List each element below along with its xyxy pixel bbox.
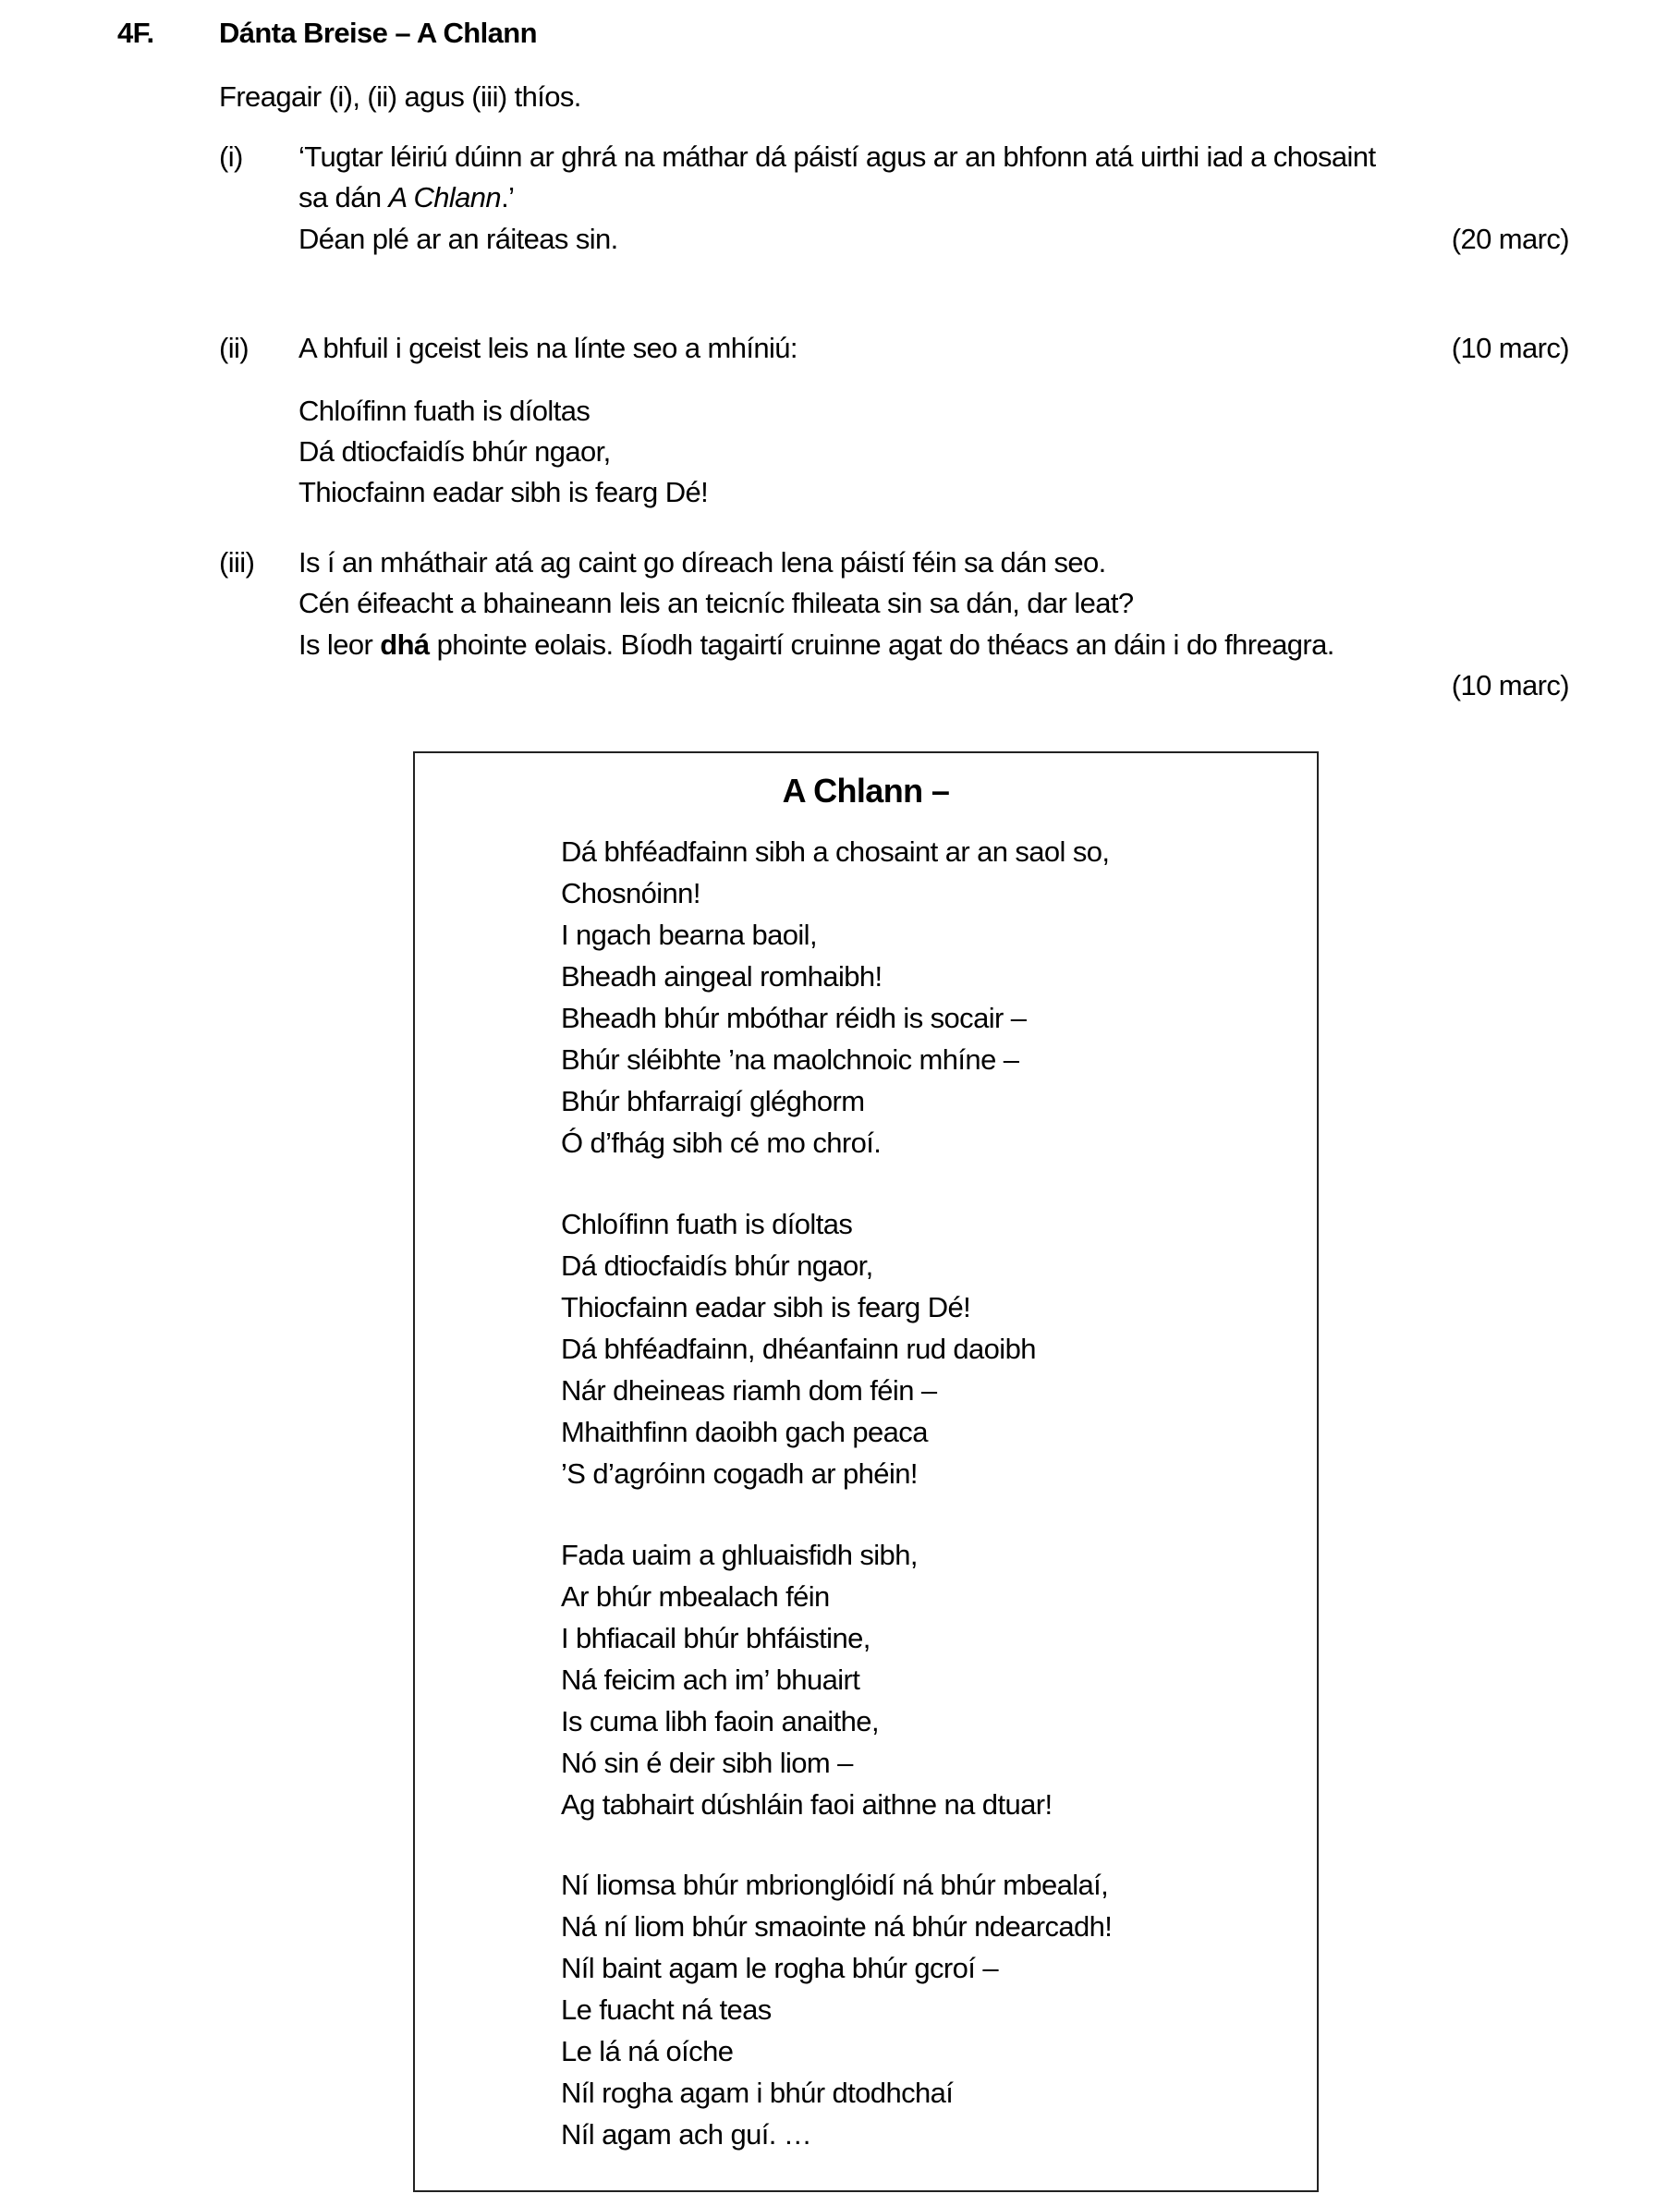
poem-line: Nár dheineas riamh dom féin –: [561, 1374, 937, 1407]
quoted-line: Thiocfainn eadar sibh is fearg Dé!: [298, 476, 709, 508]
poem-line: Ó d’fhág sibh cé mo chroí.: [561, 1127, 882, 1159]
poem-line: Mhaithfinn daoibh gach peaca: [561, 1416, 928, 1448]
poem-title-reference: A Chlann: [388, 181, 502, 213]
emphasis-dha: dhá: [380, 628, 430, 661]
part-i-line-3: Déan plé ar an ráiteas sin.: [298, 223, 618, 255]
part-i-line-2-post: .’: [501, 181, 515, 213]
poem-line: Ag tabhairt dúshláin faoi aithne na dtuar!: [561, 1788, 1053, 1821]
poem-line: Níl baint agam le rogha bhúr gcroí –: [561, 1952, 998, 1984]
poem-stanza-1: [561, 831, 1109, 1164]
part-ii-label: (ii): [219, 332, 250, 364]
part-iii-line-1: Is í an mháthair atá ag caint go díreach lena páistí féin sa dán seo.: [298, 546, 1106, 579]
poem-line: Ní liomsa bhúr mbrionglóidí ná bhúr mbealaí,: [561, 1869, 1109, 1901]
question-number: 4F.: [117, 17, 154, 49]
poem-line: Bhúr sléibhte ’na maolchnoic mhíne –: [561, 1043, 1019, 1076]
poem-line: Dá bhféadfainn sibh a chosaint ar an saol so,: [561, 835, 1110, 868]
poem-line: ’S d’agróinn cogadh ar phéin!: [561, 1457, 918, 1490]
part-i-line-1: ‘Tugtar léiriú dúinn ar ghrá na máthar dá páistí agus ar an bhfonn atá uirthi iad a chosaint: [298, 140, 1376, 173]
part-ii-line-1: A bhfuil i gceist leis na línte seo a mhíniú:: [298, 332, 797, 364]
part-i-label: (i): [219, 140, 243, 173]
poem-title: A Chlann –: [782, 772, 950, 810]
poem-line: Fada uaim a ghluaisfidh sibh,: [561, 1539, 918, 1571]
part-iii-label: (iii): [219, 546, 255, 579]
question-title: Dánta Breise – A Chlann: [219, 17, 537, 49]
poem-line: Dá dtiocfaidís bhúr ngaor,: [561, 1249, 873, 1282]
poem-stanza-4: [561, 1864, 1112, 2155]
part-iii-marks: (10 marc): [1451, 669, 1569, 701]
poem-box: [413, 751, 1319, 2192]
poem-line: Chloífinn fuath is díoltas: [561, 1208, 853, 1240]
poem-line: Ná feicim ach im’ bhuairt: [561, 1664, 860, 1696]
instruction: Freagair (i), (ii) agus (iii) thíos.: [219, 80, 581, 113]
poem-stanza-2: [561, 1203, 1036, 1494]
poem-line: Thiocfainn eadar sibh is fearg Dé!: [561, 1291, 971, 1323]
poem-line: Dá bhféadfainn, dhéanfainn rud daoibh: [561, 1333, 1036, 1365]
poem-stanza-3: [561, 1534, 1052, 1825]
quoted-line: Dá dtiocfaidís bhúr ngaor,: [298, 435, 611, 468]
poem-line: Ná ní liom bhúr smaointe ná bhúr ndearcadh!: [561, 1910, 1113, 1943]
part-iii-line-3-post: phointe eolais. Bíodh tagairtí cruinne agat do théacs an dáin i do fhreagra.: [429, 628, 1334, 661]
part-iii-line-3: [298, 625, 1334, 665]
part-iii-line-2: Cén éifeacht a bhaineann leis an teicníc fhileata sin sa dán, dar leat?: [298, 587, 1134, 619]
poem-line: I ngach bearna baoil,: [561, 919, 817, 951]
poem-line: Bheadh aingeal romhaibh!: [561, 960, 883, 993]
poem-line: Is cuma libh faoin anaithe,: [561, 1705, 879, 1737]
poem-line: Níl agam ach guí. …: [561, 2118, 812, 2151]
poem-line: Nó sin é deir sibh liom –: [561, 1747, 853, 1779]
poem-line: I bhfiacail bhúr bhfáistine,: [561, 1622, 870, 1654]
part-iii-line-3-pre: Is leor: [298, 628, 381, 661]
part-i-marks: (20 marc): [1451, 223, 1569, 255]
quoted-line: Chloífinn fuath is díoltas: [298, 395, 590, 427]
poem-line: Níl rogha agam i bhúr dtodhchaí: [561, 2077, 954, 2109]
poem-line: Bhúr bhfarraigí gléghorm: [561, 1085, 865, 1117]
poem-line: Bheadh bhúr mbóthar réidh is socair –: [561, 1002, 1027, 1034]
poem-line: Ar bhúr mbealach féin: [561, 1580, 830, 1613]
part-i-line-2-pre: sa dán: [298, 181, 389, 213]
part-ii-marks: (10 marc): [1451, 332, 1569, 364]
part-i-line-2: [298, 177, 514, 218]
poem-line: Chosnóinn!: [561, 877, 700, 909]
poem-line: Le fuacht ná teas: [561, 1993, 772, 2026]
poem-line: Le lá ná oíche: [561, 2035, 734, 2067]
